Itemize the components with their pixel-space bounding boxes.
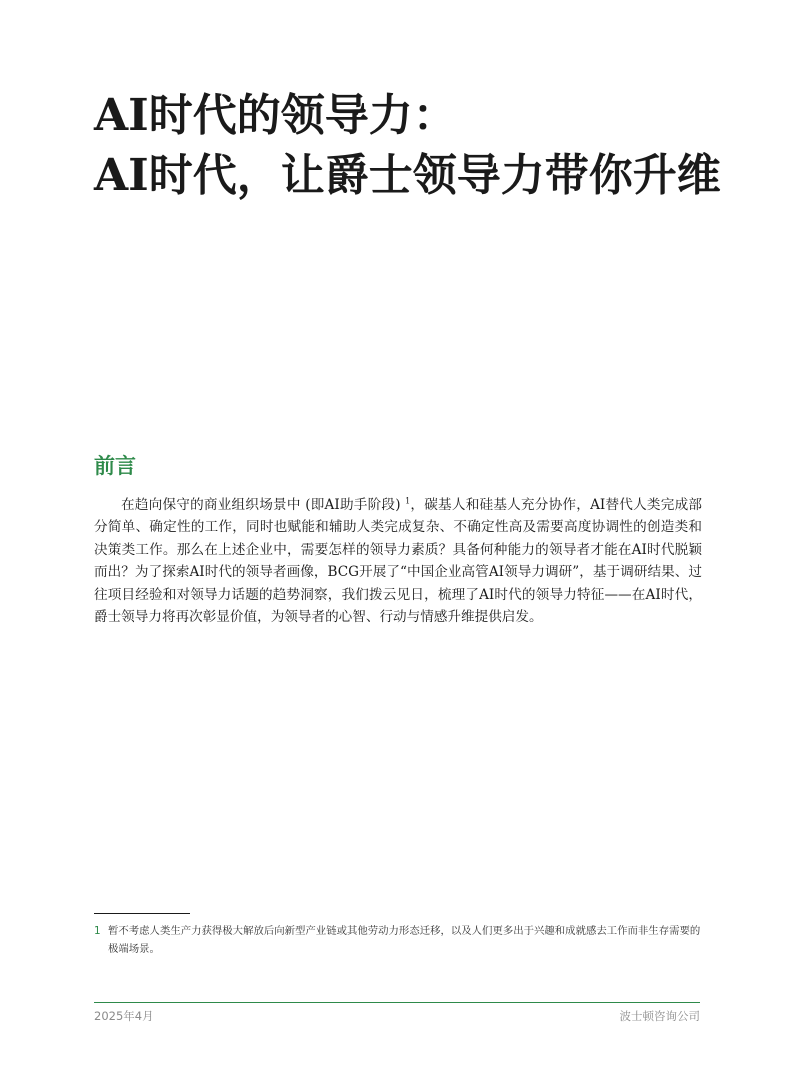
body-paragraph-part2: ，碳基人和硅基人充分协作，AI替代人类完成部分简单、确定性的工作，同时也赋能和辅助人类完成复杂、不确定性高及需要高度协调性的创造类和决策类工作。那么在上述企业中，需要怎样的领导力素质？具备何种能力的领导者才能在AI时代脱颖而出？为了探索AI时代的领导者画像，BCG开展了“中国企业高管AI领导力调研”，基于调研结果、过往项目经验和对领导力话题的趋势洞察，我们拨云见日，梳理了AI时代的领导力特征——在AI时代，爵士领导力将再次彰显价值，为领导者的心智、行动与情感升维提供启发。 — [94, 497, 702, 626]
footnote-reference[interactable]: 1 — [405, 496, 411, 506]
footer-divider — [94, 1002, 700, 1003]
section-heading: 前言 — [94, 453, 136, 478]
footnote-number: 1 — [94, 925, 101, 937]
footnote — [94, 922, 702, 958]
page-title — [94, 86, 734, 206]
body-paragraph-part1: 在趋向保守的商业组织场景中 (即AI助手阶段) — [121, 497, 401, 513]
footnote-divider — [94, 913, 190, 914]
footer-date: 2025年4月 — [94, 1009, 154, 1023]
footer-organization: 波士顿咨询公司 — [619, 1009, 700, 1023]
title-line-2: AI时代，让爵士领导力带你升维 — [94, 150, 721, 201]
body-paragraph — [94, 494, 702, 628]
title-line-1: AI时代的领导力： — [94, 90, 457, 141]
footnote-text: 暂不考虑人类生产力获得极大解放后向新型产业链或其他劳动力形态迁移，以及人们更多出于兴趣和成就感去工作而非生存需要的极端场景。 — [108, 925, 701, 955]
